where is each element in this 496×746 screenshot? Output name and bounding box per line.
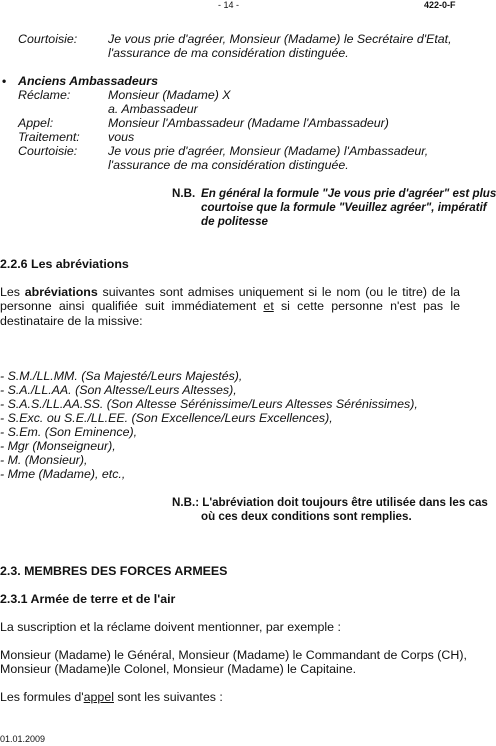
list-item: - S.M./LL.MM. (Sa Majesté/Leurs Majestés),	[0, 369, 243, 383]
ambassadors-title: Anciens Ambassadeurs	[18, 74, 159, 88]
section-heading: 2.2.6 Les abréviations	[0, 257, 129, 271]
subsection-heading: 2.3.1 Armée de terre et de l'air	[0, 592, 176, 606]
nb-note-line: En général la formule "Je vous prie d'agréer" est plus	[201, 187, 496, 200]
row-label: Réclame:	[18, 88, 71, 102]
row-label: Appel:	[18, 116, 54, 130]
bullet-point: •	[2, 74, 7, 88]
row-value: Monsieur (Madame) X	[108, 88, 231, 102]
list-item: - S.A./LL.AA. (Son Altesse/Leurs Altesses),	[0, 383, 237, 397]
nb-note-line: de politesse	[201, 215, 269, 228]
list-item: - M. (Monsieur),	[0, 453, 88, 467]
nb-note-line: courtoise que la formule "Veuillez agréer", impératif	[201, 201, 487, 214]
courtesy-label: Courtoisie:	[18, 32, 78, 46]
row-value: vous	[108, 130, 135, 144]
paragraph: Les formules d'appel sont les suivantes :	[0, 690, 223, 704]
list-item: - Mgr (Monseigneur),	[0, 439, 116, 453]
abbreviations-paragraph: Les abréviations suivantes sont admises uniquement si le nom (ou le titre) de la personne ainsi qualifiée suit immédiatement et si cette personne n'est pas le destinataire de la missive:	[0, 285, 460, 328]
page-number: - 14 -	[218, 0, 240, 10]
list-item: - S.A.S./LL.AA.SS. (Son Altesse Sérénissime/Leurs Altesses Sérénissimes),	[0, 397, 418, 411]
nb-note-line: où ces deux conditions sont remplies.	[201, 510, 412, 523]
document-reference: 422-0-F	[424, 0, 456, 10]
row-value: Monsieur l'Ambassadeur (Madame l'Ambassadeur)	[108, 116, 389, 130]
paragraph: La suscription et la réclame doivent mentionner, par exemple :	[0, 620, 341, 634]
footer-date: 01.01.2009	[0, 734, 46, 744]
list-item: - S.Em. (Son Eminence),	[0, 425, 138, 439]
row-label: Courtoisie:	[18, 144, 78, 158]
nb-note-line: N.B.: L'abréviation doit toujours être utilisée dans les cas	[172, 496, 488, 509]
courtesy-text-line: Je vous prie d'agréer, Monsieur (Madame) le Secrétaire d'Etat,	[108, 32, 452, 46]
row-value: a. Ambassadeur	[108, 102, 198, 116]
paragraph-line: Monsieur (Madame)le Colonel, Monsieur (Madame) le Capitaine.	[0, 662, 357, 676]
row-value: l'assurance de ma considération distinguée.	[108, 158, 349, 172]
nb-prefix: N.B.	[172, 187, 196, 200]
paragraph-line: Monsieur (Madame) le Général, Monsieur (Madame) le Commandant de Corps (CH),	[0, 648, 467, 662]
row-value: Je vous prie d'agréer, Monsieur (Madame) l'Ambassadeur,	[108, 144, 429, 158]
section-heading: 2.3. MEMBRES DES FORCES ARMEES	[0, 564, 228, 578]
list-item: - S.Exc. ou S.E./LL.EE. (Son Excellence/Leurs Excellences),	[0, 411, 333, 425]
courtesy-text-line: l'assurance de ma considération distinguée.	[108, 46, 349, 60]
row-label: Traitement:	[18, 130, 80, 144]
list-item: - Mme (Madame), etc.,	[0, 467, 126, 481]
